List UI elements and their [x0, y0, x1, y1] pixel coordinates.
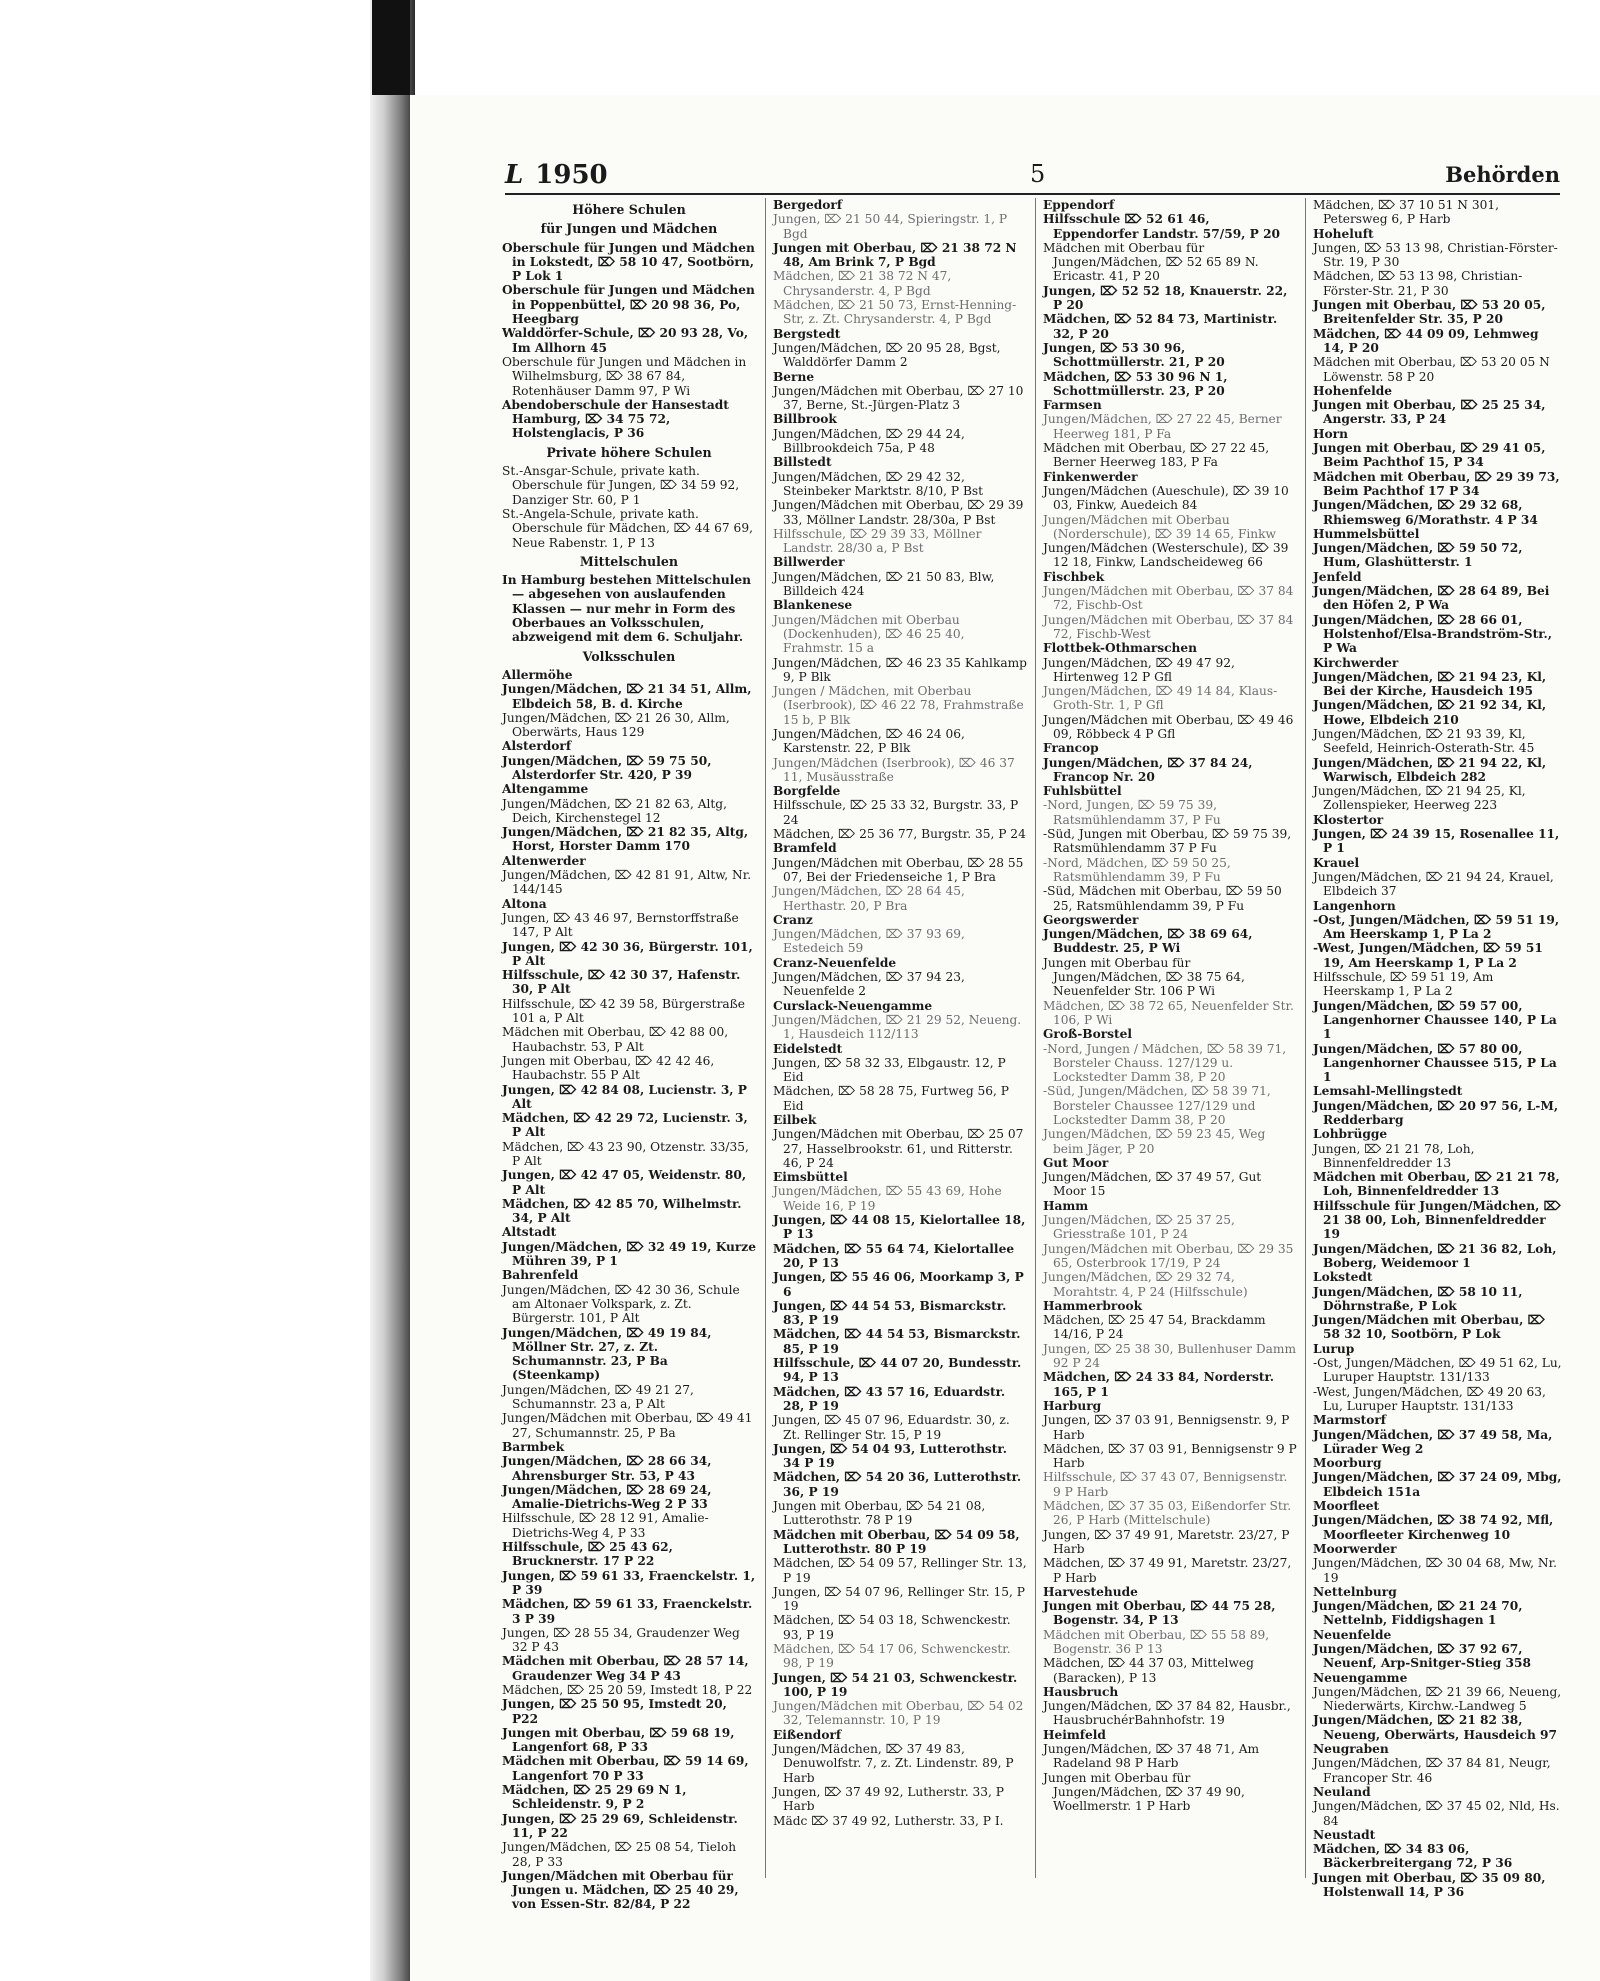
directory-entry: Jungen mit Oberbau, ⌦ 25 25 34, Angerstr. 33, P 24	[1313, 398, 1546, 427]
district-heading: Eidelstedt	[773, 1041, 843, 1056]
directory-entry: Mädchen, ⌦ 25 47 54, Brackdamm 14/16, P 24	[1043, 1313, 1266, 1342]
directory-entry: Jungen/Mädchen, ⌦ 42 81 91, Altw, Nr. 144/145	[502, 868, 752, 897]
directory-entry: -Ost, Jungen/Mädchen, ⌦ 59 51 19, Am Heerskamp 1, P La 2	[1313, 912, 1560, 942]
district-heading: Klostertor	[1313, 812, 1384, 827]
directory-entry: Mädchen, ⌦ 44 37 03, Mittelweg (Baracken), P 13	[1043, 1656, 1254, 1685]
directory-entry: Mädchen, ⌦ 44 54 53, Bismarckstr. 85, P 19	[773, 1327, 1021, 1356]
district-heading: Moorfleet	[1313, 1499, 1380, 1514]
directory-entry: Jungen/Mädchen (Westerschule), ⌦ 39 12 18, Finkw, Landscheideweg 66	[1043, 541, 1289, 570]
district-heading: Fischbek	[1043, 569, 1105, 584]
directory-entry: Jungen/Mädchen, ⌦ 49 19 84, Möllner Str. 27, z. Zt. Schumannstr. 23, P Ba (Steenkamp)	[502, 1325, 712, 1383]
directory-entry: Jungen/Mädchen, ⌦ 37 48 71, Am Radeland 98 P Harb	[1043, 1742, 1260, 1771]
directory-entry: Jungen, ⌦ 53 30 96, Schottmüllerstr. 21, P 20	[1043, 340, 1225, 370]
directory-entry: Jungen, ⌦ 42 84 08, Lucienstr. 3, P Alt	[502, 1082, 747, 1111]
directory-entry: Jungen mit Oberbau, ⌦ 59 68 19, Langenfort 68, P 33	[502, 1725, 735, 1755]
directory-entry: Jungen / Mädchen, mit Oberbau (Iserbrook), ⌦ 46 22 78, Frahmstraße 15 b, P Blk	[773, 684, 1024, 727]
directory-entry: Jungen/Mädchen, ⌦ 38 74 92, Mfl, Moorfleeter Kirchenweg 10	[1313, 1513, 1554, 1542]
directory-entry: Jungen/Mädchen mit Oberbau, ⌦ 58 32 10, Sootbörn, P Lok	[1313, 1313, 1545, 1342]
district-heading: Groß-Borstel	[1043, 1027, 1133, 1042]
directory-entry: Jungen/Mädchen, ⌦ 28 69 24, Amalie-Dietrichs-Weg 2 P 33	[502, 1482, 712, 1512]
district-heading: Bahrenfeld	[502, 1268, 579, 1283]
directory-entry: Jungen mit Oberbau, ⌦ 29 41 05, Beim Pachthof 15, P 34	[1313, 441, 1546, 470]
directory-entry: Mädchen, ⌦ 53 30 96 N 1, Schottmüllerstr. 23, P 20	[1043, 369, 1228, 398]
directory-entry: Jungen, ⌦ 43 46 97, Bernstorffstraße 147, P Alt	[502, 910, 739, 940]
directory-entry: -West, Jungen/Mädchen, ⌦ 59 51 19, Am Heerskamp 1, P La 2	[1313, 941, 1543, 970]
directory-entry: Jungen/Mädchen, ⌦ 55 43 69, Hohe Weide 16, P 19	[773, 1184, 1002, 1213]
directory-entry: Jungen/Mädchen, ⌦ 28 64 45, Herthastr. 20, P Bra	[773, 884, 965, 913]
directory-entry: Jungen/Mädchen, ⌦ 37 84 81, Neugr, Francoper Str. 46	[1313, 1756, 1551, 1785]
directory-entry: Jungen, ⌦ 58 32 33, Elbgaustr. 12, P Eid	[773, 1055, 1006, 1085]
year-prefix: L	[505, 160, 524, 190]
directory-entry: Jungen/Mädchen, ⌦ 37 24 09, Mbg, Elbdeich 151a	[1313, 1470, 1562, 1499]
directory-entry: Jungen/Mädchen, ⌦ 20 97 56, L-M, Redderbarg	[1313, 1098, 1559, 1127]
directory-entry: Mädchen mit Oberbau, ⌦ 53 20 05 N Löwenstr. 58 P 20	[1313, 355, 1550, 384]
directory-entry: Mädchen, ⌦ 37 49 91, Maretstr. 23/27, P Harb	[1043, 1556, 1292, 1585]
directory-entry: Jungen/Mädchen mit Oberbau, ⌦ 37 84 72, Fischb-Ost	[1043, 584, 1294, 613]
directory-entry: Jungen/Mädchen, ⌦ 21 36 82, Loh, Boberg, Weidemoor 1	[1313, 1241, 1557, 1270]
directory-entry: Jungen, ⌦ 52 52 18, Knauerstr. 22, P 20	[1043, 283, 1288, 313]
district-heading: Harvestehude	[1043, 1584, 1138, 1599]
directory-entry: Jungen/Mädchen, ⌦ 29 32 74, Morahtstr. 4, P 24 (Hilfsschule)	[1043, 1270, 1248, 1299]
page-number: 5	[1030, 160, 1046, 188]
directory-entry: Jungen/Mädchen, ⌦ 21 93 39, Kl, Seefeld, Heinrich-Osterath-Str. 45	[1313, 726, 1535, 756]
directory-entry: Jungen/Mädchen, ⌦ 37 84 82, Hausbr., HausbruchérBahnhofstr. 19	[1043, 1699, 1291, 1728]
directory-entry: Jungen mit Oberbau, ⌦ 44 75 28, Bogenstr. 34, P 13	[1043, 1599, 1276, 1628]
directory-column-1	[502, 198, 756, 1912]
directory-entry: -Nord, Jungen, ⌦ 59 75 39, Ratsmühlendamm 37, P Fu	[1043, 798, 1221, 827]
district-heading: Jenfeld	[1313, 569, 1362, 584]
district-heading: Bergstedt	[773, 326, 841, 341]
directory-entry: Jungen, ⌦ 21 50 44, Spieringstr. 1, P Bgd	[773, 212, 1008, 241]
district-heading: Allermöhe	[502, 667, 573, 682]
district-heading: Cranz-Neuenfelde	[773, 955, 897, 970]
district-heading: Eimsbüttel	[773, 1170, 848, 1185]
directory-entry: Mädchen, ⌦ 53 13 98, Christian-Förster-Str. 21, P 30	[1313, 269, 1523, 298]
district-heading: Berne	[773, 369, 815, 384]
column-divider	[1305, 198, 1306, 1878]
district-heading: Altona	[502, 896, 547, 911]
district-heading: Billbrook	[773, 412, 837, 427]
directory-entry: Jungen/Mädchen, ⌦ 29 32 68, Rhiemsweg 6/Morathstr. 4 P 34	[1313, 498, 1538, 527]
directory-entry: Jungen/Mädchen, ⌦ 21 94 25, Kl, Zollenspieker, Heerweg 223	[1313, 784, 1526, 813]
directory-entry: Walddörfer-Schule, ⌦ 20 93 28, Vo, Im Allhorn 45	[502, 326, 749, 355]
district-heading: Hummelsbüttel	[1313, 526, 1420, 541]
district-heading: Hohenfelde	[1313, 383, 1393, 398]
section-heading: Mittelschulen	[579, 553, 679, 569]
directory-entry: Mädchen, ⌦ 54 17 06, Schwenckestr. 98, P 19	[773, 1641, 1011, 1671]
directory-entry: Jungen/Mädchen, ⌦ 21 94 24, Krauel, Elbdeich 37	[1313, 869, 1554, 899]
district-heading: Moorwerder	[1313, 1541, 1397, 1556]
directory-entry: Jungen/Mädchen, ⌦ 59 57 00, Langenhorner Chaussee 140, P La 1	[1313, 998, 1557, 1042]
directory-entry: Mädc ⌦ 37 49 92, Lutherstr. 33, P I.	[773, 1813, 1004, 1828]
directory-entry: Jungen, ⌦ 21 21 78, Loh, Binnenfeldredder 13	[1313, 1141, 1475, 1170]
directory-entry: Mädchen, ⌦ 52 84 73, Martinistr. 32, P 20	[1043, 312, 1278, 341]
district-heading: Altstadt	[502, 1225, 557, 1240]
directory-entry: Mädchen, ⌦ 54 20 36, Lutterothstr. 36, P 19	[773, 1470, 1022, 1499]
directory-entry: Mädchen, ⌦ 25 20 59, Imstedt 18, P 22	[502, 1682, 753, 1697]
directory-entry: Jungen, ⌦ 42 47 05, Weidenstr. 80, P Alt	[502, 1168, 747, 1197]
directory-entry: Jungen/Mädchen, ⌦ 28 64 89, Bei den Höfen 2, P Wa	[1313, 584, 1550, 613]
directory-entry: Jungen/Mädchen, ⌦ 37 92 67, Neuenf, Arp-Snitger-Stieg 358	[1313, 1641, 1531, 1671]
directory-entry: Jungen/Mädchen, ⌦ 21 34 51, Allm, Elbdeich 58, B. d. Kirche	[502, 682, 752, 711]
district-heading: Neuland	[1313, 1784, 1371, 1799]
directory-entry: Jungen/Mädchen, ⌦ 37 84 24, Francop Nr. 20	[1043, 755, 1253, 784]
district-heading: Heimfeld	[1043, 1727, 1106, 1742]
directory-entry: Jungen mit Oberbau, ⌦ 42 42 46, Haubachstr. 55 P Alt	[502, 1053, 715, 1083]
directory-entry: St.-Ansgar-Schule, private kath. Oberschule für Jungen, ⌦ 34 59 92, Danziger Str. 60, P 1	[502, 464, 740, 507]
directory-entry: Jungen mit Oberbau, ⌦ 53 20 05, Breitenfelder Str. 35, P 20	[1313, 298, 1546, 327]
directory-entry: Jungen/Mädchen, ⌦ 32 49 19, Kurze Mühren 39, P 1	[502, 1239, 756, 1269]
directory-entry: Jungen mit Oberbau, ⌦ 21 38 72 N 48, Am Brink 7, P Bgd	[773, 240, 1017, 270]
directory-entry: St.-Angela-Schule, private kath. Oberschule für Mädchen, ⌦ 44 67 69, Neue Rabenstr. 1, P 13	[502, 506, 753, 550]
directory-entry: Jungen/Mädchen, ⌦ 37 49 57, Gut Moor 15	[1043, 1170, 1262, 1199]
directory-entry: Jungen/Mädchen mit Oberbau, ⌦ 37 84 72, Fischb-West	[1043, 612, 1294, 641]
directory-entry: Jungen, ⌦ 25 29 69, Schleidenstr. 11, P 22	[502, 1811, 738, 1840]
directory-entry: Jungen/Mädchen, ⌦ 59 75 50, Alsterdorfer Str. 420, P 39	[502, 753, 712, 782]
district-heading: Krauel	[1313, 855, 1360, 870]
directory-entry: Mädchen, ⌦ 54 09 57, Rellinger Str. 13, P 19	[773, 1556, 1027, 1585]
district-heading: Borgfelde	[773, 784, 841, 799]
directory-entry: Mädchen, ⌦ 38 72 65, Neuenfelder Str. 106, P Wi	[1043, 998, 1294, 1027]
directory-entry: Jungen/Mädchen, ⌦ 28 66 01, Holstenhof/Elsa-Brandström-Str., P Wa	[1313, 612, 1553, 656]
directory-entry: Jungen/Mädchen mit Oberbau, ⌦ 29 39 33, Möllner Landstr. 28/30a, P Bst	[773, 498, 1024, 527]
directory-entry: Jungen/Mädchen mit Oberbau (Dockenhuden), ⌦ 46 25 40, Frahmstr. 15 a	[773, 612, 965, 656]
district-heading: Farmsen	[1043, 398, 1102, 413]
directory-entry: Mädchen, ⌦ 42 85 70, Wilhelmstr. 34, P Alt	[502, 1196, 742, 1226]
book-spine-dark-edge	[372, 0, 410, 95]
directory-entry: Mädchen mit Oberbau für Jungen/Mädchen, ⌦ 52 65 89 N. Ericastr. 41, P 20	[1043, 240, 1259, 284]
district-heading: Langenhorn	[1313, 898, 1396, 913]
directory-entry: Jungen/Mädchen, ⌦ 37 49 58, Ma, Lürader Weg 2	[1313, 1427, 1553, 1456]
directory-entry: Jungen/Mädchen, ⌦ 21 92 34, Kl, Howe, Elbdeich 210	[1313, 698, 1547, 727]
directory-entry: Hilfsschule, ⌦ 37 43 07, Bennigsenstr. 9 P Harb	[1043, 1470, 1288, 1499]
directory-entry: Jungen/Mädchen, ⌦ 21 82 63, Altg, Deich, Kirchenstegel 12	[502, 796, 727, 825]
district-heading: Bramfeld	[773, 841, 837, 856]
directory-entry: Mädchen, ⌦ 21 38 72 N 47, Chrysanderstr. 4, P Bgd	[773, 269, 952, 298]
directory-entry: Jungen/Mädchen mit Oberbau, ⌦ 49 41 27, Schumannstr. 25, P Ba	[502, 1411, 753, 1440]
directory-entry: Jungen/Mädchen, ⌦ 21 50 83, Blw, Billdeich 424	[773, 569, 995, 599]
directory-entry: Hilfsschule, ⌦ 59 51 19, Am Heerskamp 1, P La 2	[1313, 970, 1494, 999]
directory-entry: Jungen/Mädchen, ⌦ 25 08 54, Tieloh 28, P 33	[502, 1840, 737, 1869]
district-heading: Barmbek	[502, 1439, 565, 1454]
directory-entry: Mädchen, ⌦ 37 03 91, Bennigsenstr 9 P Harb	[1043, 1441, 1297, 1471]
section-heading: Volksschulen	[582, 648, 676, 664]
directory-entry: In Hamburg bestehen Mittelschulen — abgesehen von auslaufenden Klassen — nur mehr in Form des Oberbaues an Volksschulen, abzweigend mit dem 6. Schuljahr.	[502, 573, 751, 645]
district-heading: Georgswerder	[1043, 912, 1139, 927]
directory-entry: Jungen/Mädchen, ⌦ 58 10 11, Döhrnstraße, P Lok	[1313, 1284, 1523, 1313]
directory-entry: Mädchen mit Oberbau, ⌦ 29 39 73, Beim Pachthof 17 P 34	[1313, 469, 1560, 498]
directory-entry: Jungen, ⌦ 54 04 93, Lutterothstr. 34 P 19	[773, 1441, 1007, 1471]
book-spine-shadow	[370, 0, 415, 1981]
directory-entry: Hilfsschule, ⌦ 44 07 20, Bundesstr. 94, P 13	[773, 1356, 1022, 1385]
directory-entry: Jungen, ⌦ 42 30 36, Bürgerstr. 101, P Alt	[502, 939, 753, 968]
directory-entry: Hilfsschule für Jungen/Mädchen, ⌦ 21 38 00, Loh, Binnenfeldredder 19	[1313, 1198, 1561, 1242]
directory-entry: -Nord, Mädchen, ⌦ 59 50 25, Ratsmühlendamm 39, P Fu	[1043, 855, 1231, 884]
directory-entry: Hilfsschule ⌦ 52 61 46, Eppendorfer Landstr. 57/59, P 20	[1043, 212, 1281, 241]
district-heading: Harburg	[1043, 1398, 1102, 1413]
directory-entry: Jungen, ⌦ 59 61 33, Fraenckelstr. 1, P 39	[502, 1568, 756, 1597]
directory-entry: Jungen/Mädchen, ⌦ 21 94 23, Kl, Bei der Kirche, Hausdeich 195	[1313, 669, 1547, 699]
district-heading: Hoheluft	[1313, 226, 1374, 241]
directory-entry: Jungen, ⌦ 53 13 98, Christian-Förster-Str. 19, P 30	[1313, 240, 1558, 270]
directory-entry: -West, Jungen/Mädchen, ⌦ 49 20 63, Lu, Luruper Hauptstr. 131/133	[1313, 1384, 1546, 1413]
directory-entry: Jungen/Mädchen, ⌦ 30 04 68, Mw, Nr. 19	[1313, 1556, 1557, 1585]
directory-entry: Jungen/Mädchen, ⌦ 59 23 45, Weg beim Jäger, P 20	[1043, 1127, 1266, 1156]
section-heading: für Jungen und Mädchen	[540, 221, 718, 237]
district-heading: Finkenwerder	[1043, 469, 1138, 484]
page-header-year	[505, 160, 608, 190]
year: 1950	[535, 160, 608, 190]
directory-entry: Mädchen mit Oberbau, ⌦ 28 57 14, Graudenzer Weg 34 P 43	[502, 1654, 749, 1683]
directory-entry: Jungen mit Oberbau für Jungen/Mädchen, ⌦ 38 75 64, Neuenfelder Str. 106 P Wi	[1043, 955, 1245, 999]
header-rule	[505, 193, 1560, 195]
directory-entry: -Süd, Mädchen mit Oberbau, ⌦ 59 50 25, Ratsmühlendamm 39, P Fu	[1043, 884, 1282, 913]
district-heading: Cranz	[773, 912, 813, 927]
directory-entry: Jungen/Mädchen, ⌦ 37 93 69, Estedeich 59	[773, 927, 965, 956]
district-heading: Neuenfelde	[1313, 1627, 1392, 1642]
directory-entry: Jungen/Mädchen, ⌦ 46 23 35 Kahlkamp 9, P Blk	[773, 655, 1027, 684]
directory-entry: Jungen/Mädchen, ⌦ 21 94 22, Kl, Warwisch, Elbdeich 282	[1313, 755, 1547, 784]
directory-entry: Mädchen, ⌦ 54 03 18, Schwenckestr. 93, P 19	[773, 1613, 1011, 1642]
directory-entry: Hilfsschule, ⌦ 42 30 37, Hafenstr. 30, P Alt	[502, 968, 741, 997]
directory-entry: Jungen, ⌦ 54 07 96, Rellinger Str. 15, P 19	[773, 1584, 1025, 1614]
district-heading: Francop	[1043, 741, 1099, 756]
directory-entry: Jungen/Mädchen, ⌦ 42 30 36, Schule am Altonaer Volkspark, z. Zt. Bürgerstr. 101, P Alt	[502, 1282, 740, 1326]
directory-entry: Mädchen, ⌦ 24 33 84, Norderstr. 165, P 1	[1043, 1370, 1275, 1399]
directory-entry: Jungen, ⌦ 45 07 96, Eduardstr. 30, z. Zt. Rellinger Str. 15, P 19	[773, 1413, 1010, 1442]
directory-entry: Jungen, ⌦ 24 39 15, Rosenallee 11, P 1	[1313, 827, 1560, 856]
district-heading: Billwerder	[773, 555, 845, 570]
directory-entry: Jungen/Mädchen (Iserbrook), ⌦ 46 37 11, Musäusstraße	[773, 755, 1015, 784]
directory-entry: Mädchen, ⌦ 37 10 51 N 301, Petersweg 6, P Harb	[1313, 198, 1499, 227]
district-heading: Bergedorf	[773, 198, 843, 212]
directory-entry: Jungen mit Oberbau für Jungen/Mädchen, ⌦ 37 49 90, Woellmerstr. 1 P Harb	[1043, 1770, 1245, 1814]
directory-entry: Mädchen, ⌦ 43 23 90, Otzenstr. 33/35, P Alt	[502, 1139, 749, 1168]
directory-entry: Mädchen mit Oberbau, ⌦ 54 09 58, Lutterothstr. 80 P 19	[773, 1527, 1020, 1556]
district-heading: Lurup	[1313, 1341, 1355, 1356]
directory-entry: Jungen mit Oberbau, ⌦ 35 09 80, Holstenwall 14, P 36	[1313, 1870, 1546, 1900]
district-heading: Neugraben	[1313, 1742, 1389, 1757]
directory-entry: Oberschule für Jungen und Mädchen in Poppenbüttel, ⌦ 20 98 36, Po, Heegbarg	[502, 283, 755, 327]
directory-entry: Jungen, ⌦ 44 54 53, Bismarckstr. 83, P 19	[773, 1298, 1007, 1328]
directory-entry: Mädchen mit Oberbau, ⌦ 42 88 00, Haubachstr. 53, P Alt	[502, 1025, 729, 1054]
section-title: Behörden	[1445, 162, 1560, 187]
column-divider	[765, 198, 766, 1878]
directory-entry: Mädchen, ⌦ 25 36 77, Burgstr. 35, P 24	[773, 827, 1026, 842]
directory-entry: Jungen/Mädchen mit Oberbau, ⌦ 49 46 09, Röbbeck 4 P Gfl	[1043, 712, 1294, 741]
directory-entry: Mädchen, ⌦ 59 61 33, Fraenckelstr. 3 P 39	[502, 1597, 753, 1626]
district-heading: Nettelnburg	[1313, 1584, 1397, 1599]
directory-entry: Jungen/Mädchen, ⌦ 38 69 64, Buddestr. 25, P Wi	[1043, 927, 1253, 956]
district-heading: Billstedt	[773, 455, 832, 470]
district-heading: Blankenese	[773, 598, 853, 613]
directory-entry: Jungen/Mädchen mit Oberbau, ⌦ 29 35 65, Osterbrook 17/19, P 24	[1043, 1241, 1294, 1270]
directory-entry: Mädchen, ⌦ 55 64 74, Kielortallee 20, P 13	[773, 1241, 1015, 1270]
directory-entry: Jungen/Mädchen, ⌦ 21 24 70, Nettelnb, Fiddigshagen 1	[1313, 1599, 1523, 1628]
directory-entry: Jungen, ⌦ 44 08 15, Kielortallee 18, P 13	[773, 1213, 1026, 1242]
directory-entry: Mädchen, ⌦ 25 29 69 N 1, Schleidenstr. 9, P 2	[502, 1783, 687, 1812]
directory-entry: Hilfsschule, ⌦ 28 12 91, Amalie-Dietrichs-Weg 4, P 33	[502, 1511, 709, 1540]
directory-entry: Mädchen mit Oberbau, ⌦ 21 21 78, Loh, Binnenfeldredder 13	[1313, 1170, 1560, 1199]
directory-entry: Jungen, ⌦ 25 50 95, Imstedt 20, P22	[502, 1697, 727, 1726]
section-heading: Höhere Schulen	[572, 202, 686, 217]
directory-entry: Jungen, ⌦ 37 49 92, Lutherstr. 33, P Harb	[773, 1784, 1004, 1814]
district-heading: Alsterdorf	[502, 739, 572, 754]
directory-entry: Jungen/Mädchen mit Oberbau, ⌦ 25 07 27, Hasselbrookstr. 61, und Ritterstr. 46, P 24	[773, 1127, 1024, 1170]
directory-entry: Mädchen mit Oberbau, ⌦ 27 22 45, Berner Heerweg 183, P Fa	[1043, 441, 1270, 470]
district-heading: Eißendorf	[773, 1727, 842, 1742]
district-heading: Horn	[1313, 426, 1348, 441]
district-heading: Gut Moor	[1043, 1155, 1109, 1170]
district-heading: Fuhlsbüttel	[1043, 784, 1122, 799]
district-heading: Marmstorf	[1313, 1413, 1386, 1428]
directory-entry: Jungen/Mädchen mit Oberbau, ⌦ 28 55 07, Bei der Friedenseiche 1, P Bra	[773, 855, 1024, 884]
directory-entry: Hilfsschule, ⌦ 25 33 32, Burgstr. 33, P 24	[773, 798, 1019, 827]
directory-column-2	[773, 198, 1027, 1883]
directory-column-3	[1043, 198, 1297, 1883]
directory-entry: Hilfsschule, ⌦ 25 43 62, Brucknerstr. 17 P 22	[502, 1540, 673, 1569]
directory-entry: Jungen/Mädchen, ⌦ 49 14 84, Klaus-Groth-Str. 1, P Gfl	[1043, 684, 1278, 713]
directory-entry: Jungen/Mädchen, ⌦ 59 50 72, Hum, Glashütterstr. 1	[1313, 541, 1523, 570]
directory-entry: Mädchen, ⌦ 34 83 06, Bäckerbreitergang 72, P 36	[1313, 1842, 1513, 1871]
directory-entry: Jungen/Mädchen mit Oberbau für Jungen u. Mädchen, ⌦ 25 40 29, von Essen-Str. 82/84, P 22	[502, 1868, 739, 1912]
directory-entry: Jungen/Mädchen, ⌦ 25 37 25, Griesstraße 101, P 24	[1043, 1213, 1235, 1242]
directory-entry: Jungen/Mädchen, ⌦ 37 49 83, Denuwolfstr. 7, z. Zt. Lindenstr. 89, P Harb	[773, 1742, 1014, 1785]
directory-entry: Mädchen, ⌦ 42 29 72, Lucienstr. 3, P Alt	[502, 1111, 748, 1140]
directory-entry: Jungen, ⌦ 55 46 06, Moorkamp 3, P 6	[773, 1270, 1024, 1299]
district-heading: Lemsahl-Mellingstedt	[1313, 1084, 1463, 1099]
directory-entry: Hilfsschule, ⌦ 42 39 58, Bürgerstraße 101 a, P Alt	[502, 996, 746, 1026]
directory-entry: Jungen mit Oberbau, ⌦ 54 21 08, Lutterothstr. 78 P 19	[773, 1499, 986, 1528]
directory-entry: Jungen/Mädchen, ⌦ 21 39 66, Neueng, Niederwärts, Kirchw.-Landweg 5	[1313, 1684, 1562, 1714]
column-divider	[1035, 198, 1036, 1878]
directory-entry: -Süd, Jungen/Mädchen, ⌦ 58 39 71, Borsteler Chaussee 127/129 und Lockstedter Damm 38, P 20	[1043, 1084, 1271, 1127]
directory-entry: Jungen/Mädchen, ⌦ 37 45 02, Nld, Hs. 84	[1313, 1799, 1560, 1828]
district-heading: Hammerbrook	[1043, 1298, 1143, 1313]
directory-entry: Jungen, ⌦ 25 38 30, Bullenhuser Damm 92 P 24	[1043, 1341, 1297, 1371]
directory-entry: Jungen, ⌦ 37 49 91, Maretstr. 23/27, P Harb	[1043, 1527, 1290, 1556]
district-heading: Lokstedt	[1313, 1270, 1373, 1285]
directory-entry: Jungen/Mädchen, ⌦ 21 82 35, Altg, Horst, Horster Damm 170	[502, 825, 749, 854]
directory-entry: Jungen/Mädchen, ⌦ 46 24 06, Karstenstr. 22, P Blk	[773, 726, 965, 756]
directory-entry: Mädchen, ⌦ 21 50 73, Ernst-Henning-Str, z. Zt. Chrysanderstr. 4, P Bgd	[773, 298, 1017, 327]
district-heading: Neuengamme	[1313, 1670, 1408, 1685]
directory-entry: Jungen/Mädchen (Aueschule), ⌦ 39 10 03, Finkw, Auedeich 84	[1043, 483, 1289, 513]
district-heading: Hausbruch	[1043, 1684, 1119, 1699]
directory-entry: Jungen/Mädchen, ⌦ 29 42 32, Steinbeker Marktstr. 8/10, P Bst	[773, 469, 984, 498]
directory-entry: Oberschule für Jungen und Mädchen in Wilhelmsburg, ⌦ 38 67 84, Rotenhäuser Damm 97, P Wi	[502, 354, 747, 398]
directory-entry: -Süd, Jungen mit Oberbau, ⌦ 59 75 39, Ratsmühlendamm 37 P Fu	[1043, 827, 1292, 856]
district-heading: Eppendorf	[1043, 198, 1115, 212]
directory-entry: Jungen/Mädchen, ⌦ 28 66 34, Ahrensburger Str. 53, P 43	[502, 1454, 712, 1483]
section-heading: Private höhere Schulen	[546, 444, 712, 460]
directory-entry: Oberschule für Jungen und Mädchen in Lokstedt, ⌦ 58 10 47, Sootbörn, P Lok 1	[502, 240, 755, 284]
directory-entry: Jungen/Mädchen, ⌦ 57 80 00, Langenhorner Chaussee 515, P La 1	[1313, 1041, 1557, 1085]
directory-entry: Jungen/Mädchen mit Oberbau, ⌦ 27 10 37, Berne, St.-Jürgen-Platz 3	[773, 383, 1024, 413]
directory-entry: Jungen/Mädchen, ⌦ 49 21 27, Schumannstr. 23 a, P Alt	[502, 1382, 694, 1412]
directory-entry: Mädchen, ⌦ 44 09 09, Lehmweg 14, P 20	[1313, 326, 1539, 355]
directory-entry: Jungen/Mädchen mit Oberbau, ⌦ 54 02 32, Telemannstr. 10, P 19	[773, 1699, 1024, 1728]
directory-entry: Jungen, ⌦ 54 21 03, Schwenckestr. 100, P 19	[773, 1670, 1018, 1699]
directory-entry: -Nord, Jungen / Mädchen, ⌦ 58 39 71, Borsteler Chauss. 127/129 u. Lockstedter Damm 38, P 20	[1043, 1041, 1287, 1085]
district-heading: Moorburg	[1313, 1456, 1382, 1471]
directory-entry: Jungen/Mädchen, ⌦ 27 22 45, Berner Heerweg 181, P Fa	[1043, 412, 1282, 441]
directory-entry: Jungen, ⌦ 28 55 34, Graudenzer Weg 32 P 43	[502, 1625, 740, 1655]
district-heading: Flottbek-Othmarschen	[1043, 641, 1198, 656]
directory-entry: Mädchen mit Oberbau, ⌦ 55 58 89, Bogenstr. 36 P 13	[1043, 1627, 1270, 1656]
directory-entry: Abendoberschule der Hansestadt Hamburg, ⌦ 34 75 72, Holstenglacis, P 36	[502, 397, 729, 441]
district-heading: Altengamme	[502, 782, 589, 797]
directory-entry: Mädchen, ⌦ 58 28 75, Furtweg 56, P Eid	[773, 1084, 1009, 1113]
directory-entry: Mädchen, ⌦ 43 57 16, Eduardstr. 28, P 19	[773, 1384, 1006, 1413]
directory-entry: Mädchen mit Oberbau, ⌦ 59 14 69, Langenfort 70 P 33	[502, 1754, 749, 1783]
directory-entry: Jungen/Mädchen, ⌦ 21 26 30, Allm, Oberwärts, Haus 129	[502, 710, 730, 740]
district-heading: Hamm	[1043, 1198, 1089, 1213]
directory-entry: Hilfsschule, ⌦ 29 39 33, Möllner Landstr. 28/30 a, P Bst	[773, 526, 982, 556]
directory-column-4	[1313, 198, 1563, 1900]
district-heading: Altenwerder	[502, 853, 586, 868]
district-heading: Curslack-Neuengamme	[773, 998, 933, 1013]
district-heading: Kirchwerder	[1313, 655, 1399, 670]
directory-entry: -Ost, Jungen/Mädchen, ⌦ 49 51 62, Lu, Luruper Hauptstr. 131/133	[1313, 1356, 1562, 1385]
directory-entry: Mädchen, ⌦ 37 35 03, Eißendorfer Str. 26, P Harb (Mittelschule)	[1043, 1499, 1292, 1528]
directory-entry: Jungen, ⌦ 37 03 91, Bennigsenstr. 9, P Harb	[1043, 1413, 1290, 1442]
directory-entry: Jungen/Mädchen, ⌦ 29 44 24, Billbrookdeich 75a, P 48	[773, 426, 965, 456]
district-heading: Neustadt	[1313, 1827, 1376, 1842]
district-heading: Eilbek	[773, 1113, 817, 1127]
directory-entry: Jungen/Mädchen, ⌦ 37 94 23, Neuenfelde 2	[773, 970, 965, 999]
directory-entry: Jungen/Mädchen, ⌦ 21 82 38, Neueng, Oberwärts, Hausdeich 97	[1313, 1713, 1558, 1742]
directory-entry: Jungen/Mädchen mit Oberbau (Norderschule), ⌦ 39 14 65, Finkw	[1043, 512, 1276, 541]
district-heading: Lohbrügge	[1313, 1127, 1388, 1142]
directory-entry: Jungen/Mädchen, ⌦ 20 95 28, Bgst, Walddörfer Damm 2	[773, 340, 1001, 370]
page-header	[505, 160, 1560, 190]
directory-entry: Jungen/Mädchen, ⌦ 49 47 92, Hirtenweg 12 P Gfl	[1043, 655, 1235, 684]
directory-entry: Jungen/Mädchen, ⌦ 21 29 52, Neueng. 1, Hausdeich 112/113	[773, 1012, 1022, 1042]
